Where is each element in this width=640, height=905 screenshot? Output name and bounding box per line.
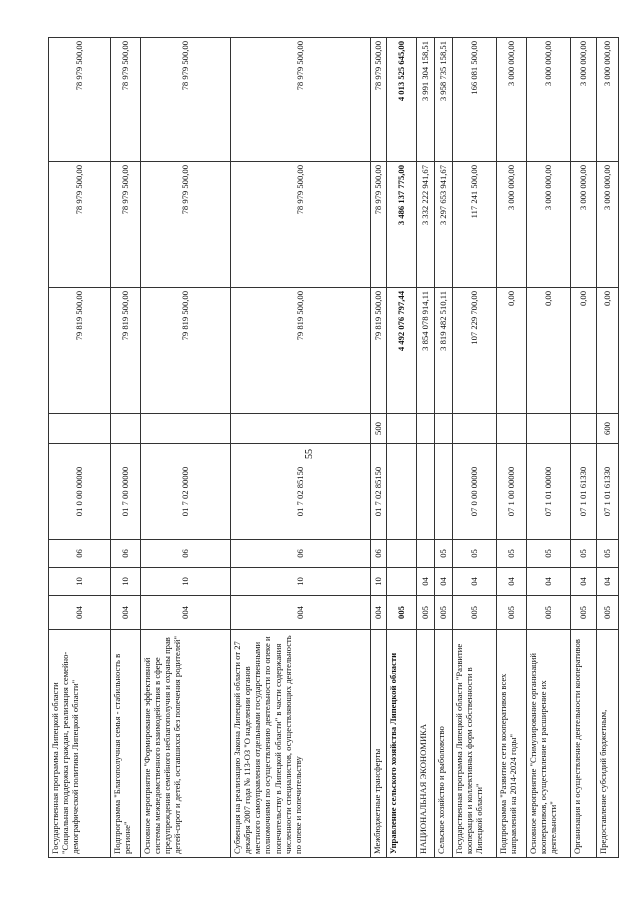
section-code: 04 — [417, 568, 435, 596]
grbs-code: 004 — [371, 596, 387, 630]
table-row — [111, 38, 141, 858]
amount-year-1: 4 492 076 797,44 — [387, 288, 417, 414]
grbs-code: 005 — [453, 596, 497, 630]
amount-year-2: 3 000 000,00 — [497, 162, 527, 288]
target-article-code: 07 1 01 00000 — [527, 444, 571, 540]
expense-type-code — [141, 414, 231, 444]
grbs-code: 004 — [49, 596, 111, 630]
grbs-code: 005 — [417, 596, 435, 630]
amount-year-2: 3 332 222 941,67 — [417, 162, 435, 288]
amount-year-3: 3 958 735 158,51 — [435, 38, 453, 162]
amount-year-1: 0,00 — [527, 288, 571, 414]
amount-year-3: 3 000 000,00 — [571, 38, 597, 162]
subsection-code: 06 — [111, 540, 141, 568]
target-article-code: 01 7 02 85150 — [371, 444, 387, 540]
row-name: Субвенция на реализацию Закона Липецкой области от 27 декабря 2007 года № 113-ОЗ "О наделении органов местного самоуправления отдельными государственными полномочиями по осуществлению деятельности по опеке и попечительству в Липецкой области" в части содержания численности специалистов, осуществляющих деятельность по опеке и попечительству — [231, 630, 371, 858]
amount-year-2: 3 000 000,00 — [527, 162, 571, 288]
section-code: 04 — [527, 568, 571, 596]
expense-type-code — [435, 414, 453, 444]
amount-year-1: 0,00 — [571, 288, 597, 414]
target-article-code: 07 1 01 61330 — [597, 444, 619, 540]
amount-year-3: 78 979 500,00 — [111, 38, 141, 162]
amount-year-2: 117 241 500,00 — [453, 162, 497, 288]
row-name: Государственная программа Липецкой области "Развитие кооперации и коллективных форм собственности в Липецкой области" — [453, 630, 497, 858]
expense-type-code — [111, 414, 141, 444]
amount-year-2: 78 979 500,00 — [111, 162, 141, 288]
row-name: Подпрограмма "Благополучная семья - стабильность в регионе" — [111, 630, 141, 858]
amount-year-3: 166 081 500,00 — [453, 38, 497, 162]
budget-table-body — [49, 38, 619, 858]
target-article-code: 01 7 02 00000 — [141, 444, 231, 540]
subsection-code — [387, 540, 417, 568]
amount-year-1: 79 819 500,00 — [231, 288, 371, 414]
target-article-code: 07 1 00 00000 — [497, 444, 527, 540]
section-code: 10 — [231, 568, 371, 596]
expense-type-code — [527, 414, 571, 444]
section-code: 04 — [453, 568, 497, 596]
grbs-code: 005 — [497, 596, 527, 630]
amount-year-3: 78 979 500,00 — [231, 38, 371, 162]
expense-type-code — [417, 414, 435, 444]
row-name: Основное мероприятие "Стимулирование организаций кооперативов, осуществление и расширение их деятельности" — [527, 630, 571, 858]
amount-year-3: 3 000 000,00 — [597, 38, 619, 162]
amount-year-1: 3 854 078 914,11 — [417, 288, 435, 414]
section-code: 10 — [371, 568, 387, 596]
amount-year-2: 78 979 500,00 — [141, 162, 231, 288]
row-name: НАЦИОНАЛЬНАЯ ЭКОНОМИКА — [417, 630, 435, 858]
subsection-code: 05 — [527, 540, 571, 568]
grbs-code: 005 — [597, 596, 619, 630]
target-article-code: 07 0 00 00000 — [453, 444, 497, 540]
row-name: Подпрограмма "Развитие сети кооперативов всех направлений на 2014-2024 годы" — [497, 630, 527, 858]
expense-type-code: 600 — [597, 414, 619, 444]
amount-year-1: 3 819 482 510,11 — [435, 288, 453, 414]
table-row — [141, 38, 231, 858]
section-code: 10 — [141, 568, 231, 596]
target-article-code — [435, 444, 453, 540]
target-article-code — [387, 444, 417, 540]
amount-year-1: 0,00 — [597, 288, 619, 414]
section-code: 04 — [571, 568, 597, 596]
budget-table — [48, 37, 619, 858]
amount-year-3: 3 991 304 158,51 — [417, 38, 435, 162]
grbs-code: 004 — [141, 596, 231, 630]
table-row — [49, 38, 111, 858]
target-article-code — [417, 444, 435, 540]
row-name: Государственная программа Липецкой области "Социальная поддержка граждан, реализация семейно-демографической политики Липецкой области" — [49, 630, 111, 858]
subsection-code: 05 — [435, 540, 453, 568]
amount-year-3: 78 979 500,00 — [371, 38, 387, 162]
amount-year-2: 78 979 500,00 — [231, 162, 371, 288]
amount-year-1: 79 819 500,00 — [141, 288, 231, 414]
grbs-code: 005 — [435, 596, 453, 630]
amount-year-2: 3 000 000,00 — [571, 162, 597, 288]
subsection-code: 06 — [231, 540, 371, 568]
grbs-code: 005 — [527, 596, 571, 630]
expense-type-code — [571, 414, 597, 444]
subsection-code: 06 — [371, 540, 387, 568]
subsection-code: 05 — [497, 540, 527, 568]
subsection-code: 05 — [453, 540, 497, 568]
subsection-code: 06 — [49, 540, 111, 568]
amount-year-2: 3 297 653 941,67 — [435, 162, 453, 288]
row-name: Организация и осуществление деятельности кооперативов — [571, 630, 597, 858]
expense-type-code — [231, 414, 371, 444]
grbs-code: 005 — [387, 596, 417, 630]
table-row — [527, 38, 571, 858]
amount-year-3: 78 979 500,00 — [141, 38, 231, 162]
table-row — [387, 38, 417, 858]
amount-year-3: 3 000 000,00 — [497, 38, 527, 162]
row-name: Предоставление субсидий бюджетным, — [597, 630, 619, 858]
table-row — [371, 38, 387, 858]
table-row — [497, 38, 527, 858]
expense-type-code — [453, 414, 497, 444]
subsection-code — [417, 540, 435, 568]
amount-year-2: 3 000 000,00 — [597, 162, 619, 288]
amount-year-3: 78 979 500,00 — [49, 38, 111, 162]
row-name: Сельское хозяйство и рыболовство — [435, 630, 453, 858]
row-name: Основное мероприятие "Формирование эффективной системы межведомственного взаимодействия в сфере предупреждения семейного неблагополучия и охраны прав детей-сирот и детей, оставшихся без попечения родителей" — [141, 630, 231, 858]
budget-table-area — [48, 38, 613, 858]
row-name: Управление сельского хозяйства Липецкой области — [387, 630, 417, 858]
amount-year-1: 107 229 700,00 — [453, 288, 497, 414]
page-number: 55 — [304, 449, 315, 459]
table-row — [597, 38, 619, 858]
grbs-code: 004 — [111, 596, 141, 630]
subsection-code: 05 — [571, 540, 597, 568]
amount-year-2: 78 979 500,00 — [371, 162, 387, 288]
section-code: 10 — [111, 568, 141, 596]
section-code: 04 — [497, 568, 527, 596]
expense-type-code — [387, 414, 417, 444]
row-name: Межбюджетные трансферты — [371, 630, 387, 858]
table-row — [571, 38, 597, 858]
grbs-code: 004 — [231, 596, 371, 630]
target-article-code: 01 0 00 00000 — [49, 444, 111, 540]
table-row — [417, 38, 435, 858]
table-row — [435, 38, 453, 858]
amount-year-2: 3 486 137 775,00 — [387, 162, 417, 288]
section-code: 10 — [49, 568, 111, 596]
subsection-code: 05 — [597, 540, 619, 568]
expense-type-code: 500 — [371, 414, 387, 444]
table-row — [231, 38, 371, 858]
rotated-table-container — [48, 38, 613, 858]
amount-year-3: 4 013 525 645,00 — [387, 38, 417, 162]
amount-year-1: 79 819 500,00 — [49, 288, 111, 414]
table-row — [453, 38, 497, 858]
target-article-code: 01 7 02 85150 — [231, 444, 371, 540]
amount-year-3: 3 000 000,00 — [527, 38, 571, 162]
amount-year-2: 78 979 500,00 — [49, 162, 111, 288]
section-code — [387, 568, 417, 596]
section-code: 04 — [597, 568, 619, 596]
amount-year-1: 79 819 500,00 — [111, 288, 141, 414]
section-code: 04 — [435, 568, 453, 596]
amount-year-1: 79 819 500,00 — [371, 288, 387, 414]
amount-year-1: 0,00 — [497, 288, 527, 414]
subsection-code: 06 — [141, 540, 231, 568]
target-article-code: 01 7 00 00000 — [111, 444, 141, 540]
expense-type-code — [49, 414, 111, 444]
target-article-code: 07 1 01 61330 — [571, 444, 597, 540]
expense-type-code — [497, 414, 527, 444]
grbs-code: 005 — [571, 596, 597, 630]
